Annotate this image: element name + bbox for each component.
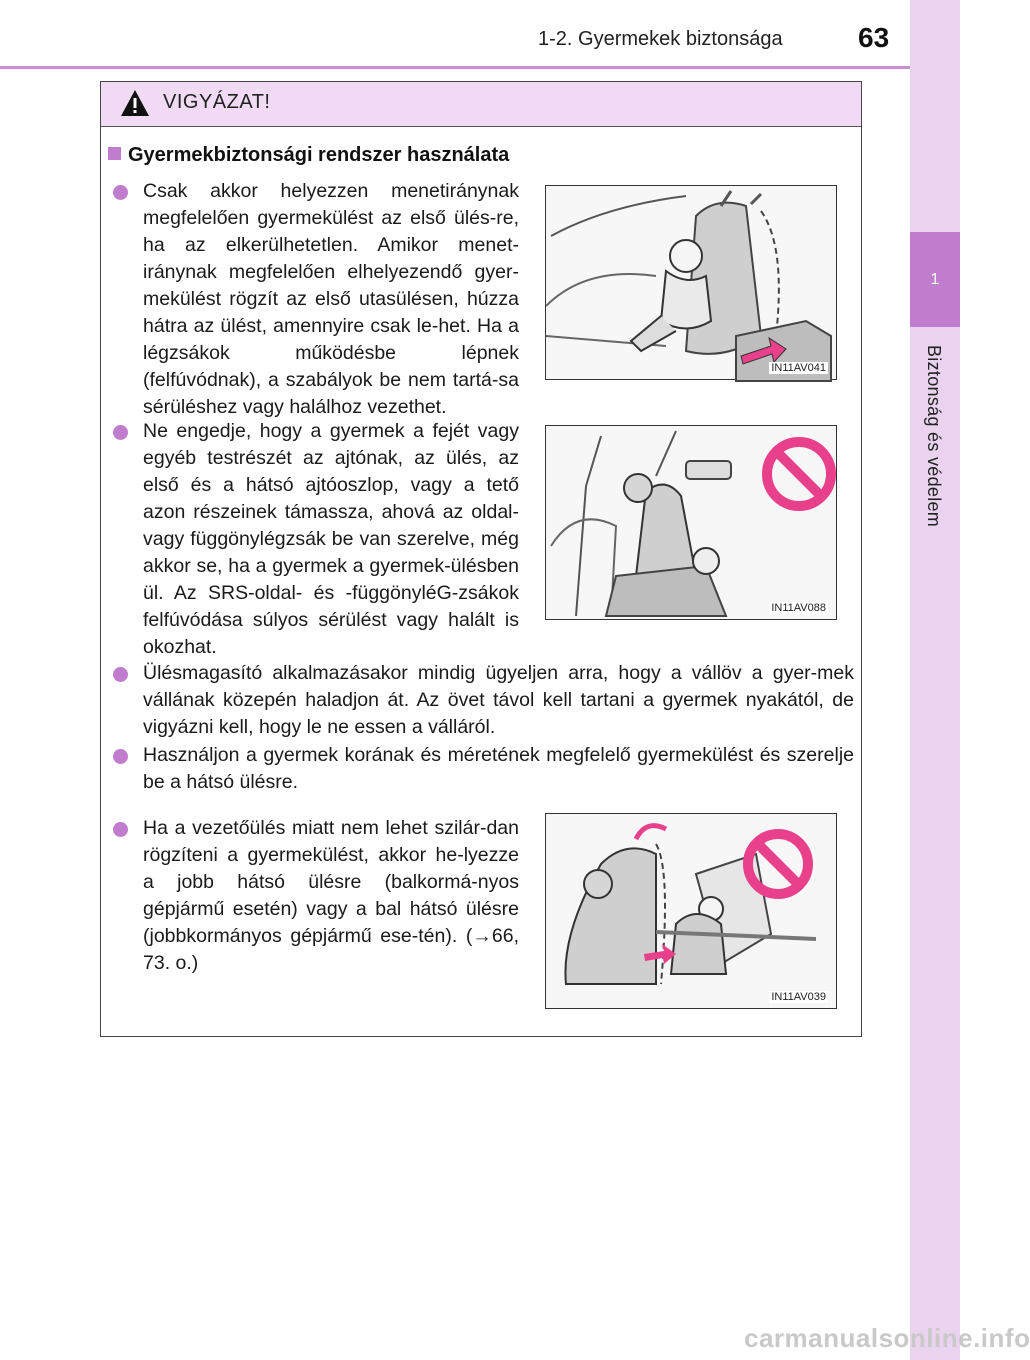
header-divider [0,66,910,69]
child-leaning-prohibited-illustration-icon [546,426,838,621]
bullet-icon [113,425,128,440]
bullet-icon [113,185,128,200]
section-heading-text: Gyermekbiztonsági rendszer használata [128,144,510,166]
section-heading [108,144,509,167]
section-title: 1-2. Gyermekek biztonsága [538,28,783,50]
child-seat-illustration-icon [546,186,838,381]
figure-code: IN11AV088 [771,602,826,614]
figure-child-seat-rear [545,813,837,1009]
figure-child-seat-front [545,185,837,380]
warning-item-1: Csak akkor helyezzen menetiránynak megfelelően gyermekülést az első ülés-re, ha az elkerülhetetlen. Amikor menet-iránynak megfelelően elhelyezendő gyer-mekülést rögzít az első utasülésen, húzza hátra az ülést, amennyire csak le-het. Ha a légzsákok működésbe lépnek (felfúvódnak), a szabályok be nem tartá-sa sérüléshez vagy halálhoz vezethet. [143,180,519,418]
warning-item-2: Ne engedje, hogy a gyermek a fejét vagy egyéb testrészét az ajtónak, az ülés, az első és a hátsó ajtóoszlop, vagy a tető azon részeinek támassza, ahová az oldal-vagy függönylégzsák be van szerelve, még akkor se, ha a gyermek a gyermek-ülésben ül. Az SRS-oldal- és -függönyléG-zsákok felfúvódása súlyos sérülést vagy halált is okozhat. [143,420,519,658]
bullet-icon [113,749,128,764]
figure-child-leaning [545,425,837,620]
side-tab-strip [910,0,960,1360]
warning-item-4: Használjon a gyermek korának és méretének megfelelő gyermekülést és szerelje be a hátsó ülésre. [143,744,854,793]
warning-triangle-icon [119,88,151,118]
warning-item-5: Ha a vezetőülés miatt nem lehet szilár-dan rögzíteni a gyermekülést, akkor he-lyezze a jobb hátsó ülésre (balkormá-nyos gépjármű esetén) vagy a bal hátsó ülésre (jobbkormányos gépjármű ese-tén). (→66, 73. o.) [143,817,519,974]
child-seat-rear-prohibited-illustration-icon [546,814,838,1010]
warning-header [101,82,861,127]
bullet-icon [113,822,128,837]
chapter-label: Biztonság és védelem [924,345,944,528]
square-bullet-icon [108,147,121,160]
chapter-number-tab[interactable]: 1 [910,232,960,327]
bullet-icon [113,667,128,682]
footer-watermark: carmanualsonline.info [744,1323,1030,1353]
warning-item-3: Ülésmagasító alkalmazásakor mindig ügyeljen arra, hogy a vállöv a gyer-mek vállának közepén haladjon át. Az övet távol kell tartani a gyermek nyakától, de vigyázni kell, hogy le ne essen a válláról. [143,662,854,738]
page-number: 63 [858,22,890,53]
figure-code: IN11AV041 [771,362,826,374]
warning-title: VIGYÁZAT! [163,91,271,113]
figure-code: IN11AV039 [771,991,826,1003]
